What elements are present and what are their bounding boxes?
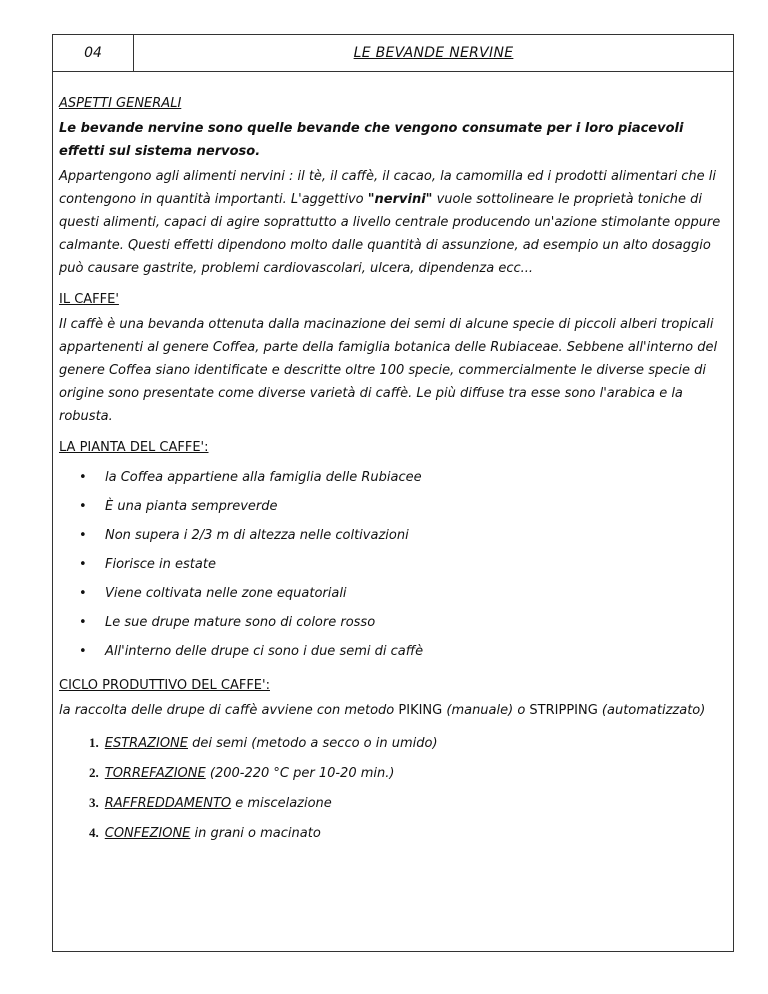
step-number: 2. (89, 765, 99, 780)
step-text: in grani o macinato (190, 826, 321, 841)
step-number: 3. (89, 795, 99, 810)
step-item (89, 788, 727, 818)
step-text: (200-220 °C per 10-20 min.) (205, 766, 395, 781)
ciclo-intro-c: (automatizzato) (597, 703, 706, 718)
ciclo-intro-a: la raccolta delle drupe di caffè avviene con metodo (59, 703, 399, 718)
general-text-b: vuole sottolineare le proprietà toniche di questi alimenti, capaci di agire soprattutto a livello centrale producendo un'azione stimolante oppure calmante. Questi effetti dipendono molto dalle quantità di assunzione, ad esempio un alto dosaggio può causare gastrite, problemi cardiovascolari, ulcera, dipendenza ecc... (59, 192, 721, 276)
lead-paragraph: Le bevande nervine sono quelle bevande che vengono consumate per i loro piacevoli effetti sul sistema nervoso. (59, 121, 684, 159)
step-number: 1. (89, 735, 99, 750)
general-paragraph (59, 165, 727, 280)
heading-caffe: IL CAFFE' (59, 292, 119, 307)
ciclo-intro (59, 699, 727, 722)
general-text-a: Appartengono agli alimenti nervini : il tè, il caffè, il cacao, la camomilla ed i prodotti alimentari che li contengono in quantità importanti. L'aggettivo (59, 169, 716, 207)
ciclo-steps (59, 728, 727, 848)
step-item (89, 818, 727, 848)
pianta-list (59, 463, 727, 666)
method-piking: PIKING (398, 703, 443, 718)
caffe-paragraph: Il caffè è una bevanda ottenuta dalla macinazione dei semi di alcune specie di piccoli alberi tropicali appartenenti al genere Coffea, parte della famiglia botanica delle Rubiaceae. Sebbene all'interno del genere Coffea siano identificate e descritte oltre 100 specie, commercialmente le diverse specie di origine sono presentate come diverse varietà di caffè. Le più diffuse tra esse sono l'arabica e la robusta. (59, 317, 718, 424)
list-item: • All'interno delle drupe ci sono i due semi di caffè (79, 637, 727, 666)
heading-general: ASPETTI GENERALI (59, 96, 182, 111)
document-page (52, 34, 734, 952)
list-item: • È una pianta sempreverde (79, 492, 727, 521)
list-item: • la Coffea appartiene alla famiglia delle Rubiacee (79, 463, 727, 492)
page-header (53, 35, 733, 72)
step-item (89, 728, 727, 758)
general-text-bold: "nervini" (367, 192, 433, 207)
heading-ciclo: CICLO PRODUTTIVO DEL CAFFE': (59, 678, 270, 693)
step-key: CONFEZIONE (104, 826, 191, 841)
step-key: RAFFREDDAMENTO (104, 796, 232, 811)
step-text: dei semi (metodo a secco o in umido) (188, 736, 438, 751)
ciclo-intro-b: (manuale) o (442, 703, 530, 718)
chapter-number: 04 (53, 35, 134, 71)
document-content (53, 72, 733, 848)
list-item: • Fiorisce in estate (79, 550, 727, 579)
step-text: e miscelazione (231, 796, 332, 811)
step-item (89, 758, 727, 788)
step-key: ESTRAZIONE (104, 736, 188, 751)
list-item: • Non supera i 2/3 m di altezza nelle coltivazioni (79, 521, 727, 550)
chapter-title: LE BEVANDE NERVINE (353, 45, 514, 61)
list-item: • Le sue drupe mature sono di colore rosso (79, 608, 727, 637)
method-stripping: STRIPPING (529, 703, 598, 718)
step-number: 4. (89, 825, 99, 840)
step-key: TORREFAZIONE (104, 766, 206, 781)
heading-pianta: LA PIANTA DEL CAFFE': (59, 440, 209, 455)
list-item: • Viene coltivata nelle zone equatoriali (79, 579, 727, 608)
